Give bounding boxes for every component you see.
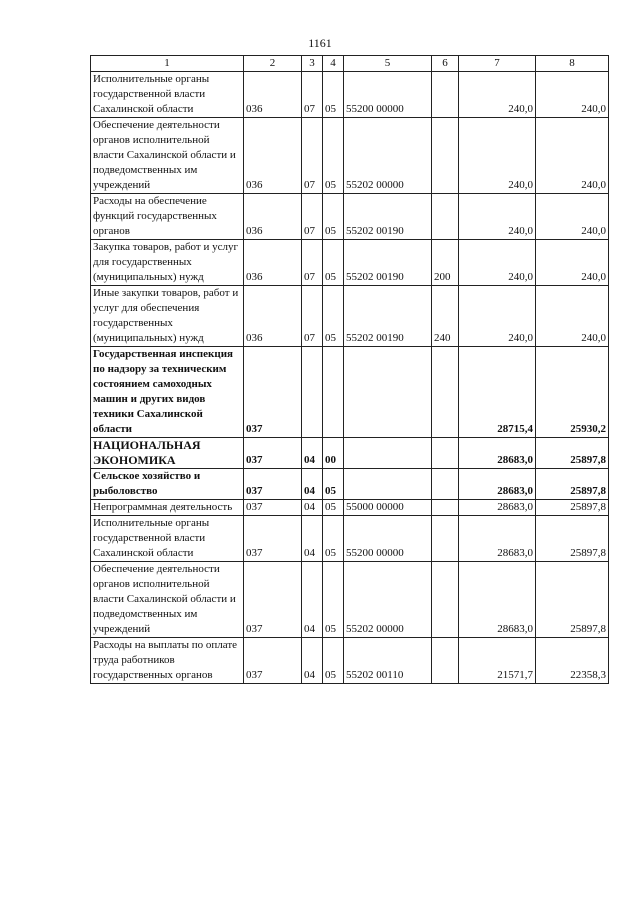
row-subsection-cell: 00 — [323, 438, 344, 469]
row-amount-col8-cell: 240,0 — [536, 240, 609, 286]
row-expense-type-cell — [432, 469, 459, 500]
column-header-7: 7 — [459, 56, 536, 72]
row-expense-type-cell — [432, 72, 459, 118]
row-admin-code-cell: 037 — [244, 469, 302, 500]
row-amount-col8-cell: 25897,8 — [536, 516, 609, 562]
row-section-cell — [302, 347, 323, 438]
table-row — [91, 500, 609, 516]
table-row — [91, 286, 609, 347]
row-section-cell: 07 — [302, 118, 323, 194]
row-admin-code-cell: 037 — [244, 516, 302, 562]
row-admin-code-cell: 037 — [244, 438, 302, 469]
column-header-8: 8 — [536, 56, 609, 72]
row-subsection-cell: 05 — [323, 72, 344, 118]
row-amount-col7-cell: 21571,7 — [459, 638, 536, 684]
row-amount-col8-cell: 240,0 — [536, 118, 609, 194]
row-admin-code-cell: 037 — [244, 500, 302, 516]
row-name-cell: Обеспечение деятельности органов исполнительной власти Сахалинской области и подведомственных им учреждений — [91, 118, 244, 194]
row-amount-col8-cell: 22358,3 — [536, 638, 609, 684]
row-section-cell: 04 — [302, 562, 323, 638]
row-amount-col8-cell: 240,0 — [536, 72, 609, 118]
row-expense-type-cell — [432, 194, 459, 240]
table-row — [91, 438, 609, 469]
row-expense-type-cell — [432, 438, 459, 469]
row-target-article-cell: 55202 00190 — [344, 286, 432, 347]
row-target-article-cell: 55200 00000 — [344, 516, 432, 562]
table-row — [91, 118, 609, 194]
row-target-article-cell: 55202 00190 — [344, 240, 432, 286]
row-amount-col7-cell: 240,0 — [459, 72, 536, 118]
column-number-row — [91, 56, 609, 72]
row-admin-code-cell: 036 — [244, 286, 302, 347]
row-subsection-cell: 05 — [323, 562, 344, 638]
row-name-cell: Сельское хозяйство и рыболовство — [91, 469, 244, 500]
row-subsection-cell: 05 — [323, 516, 344, 562]
row-name-cell: Государственная инспекция по надзору за техническим состоянием самоходных машин и других видов техники Сахалинской области — [91, 347, 244, 438]
row-target-article-cell: 55202 00000 — [344, 562, 432, 638]
row-amount-col8-cell: 25897,8 — [536, 438, 609, 469]
table-row — [91, 347, 609, 438]
row-admin-code-cell: 037 — [244, 347, 302, 438]
row-subsection-cell: 05 — [323, 118, 344, 194]
row-target-article-cell — [344, 469, 432, 500]
table-row — [91, 469, 609, 500]
row-section-cell: 04 — [302, 516, 323, 562]
row-amount-col7-cell: 240,0 — [459, 118, 536, 194]
row-section-cell: 07 — [302, 72, 323, 118]
row-target-article-cell: 55202 00110 — [344, 638, 432, 684]
row-amount-col7-cell: 28683,0 — [459, 469, 536, 500]
row-amount-col8-cell: 25897,8 — [536, 500, 609, 516]
table-row — [91, 72, 609, 118]
row-section-cell: 07 — [302, 286, 323, 347]
row-subsection-cell — [323, 347, 344, 438]
row-admin-code-cell: 037 — [244, 562, 302, 638]
row-amount-col7-cell: 28683,0 — [459, 438, 536, 469]
row-expense-type-cell — [432, 500, 459, 516]
row-name-cell: Обеспечение деятельности органов исполнительной власти Сахалинской области и подведомственных им учреждений — [91, 562, 244, 638]
row-amount-col7-cell: 240,0 — [459, 240, 536, 286]
row-subsection-cell: 05 — [323, 286, 344, 347]
row-section-cell: 04 — [302, 469, 323, 500]
row-amount-col8-cell: 240,0 — [536, 286, 609, 347]
budget-table — [90, 55, 609, 684]
row-name-cell: Расходы на обеспечение функций государственных органов — [91, 194, 244, 240]
table-row — [91, 240, 609, 286]
table-row — [91, 638, 609, 684]
row-subsection-cell: 05 — [323, 469, 344, 500]
row-target-article-cell — [344, 347, 432, 438]
table-body — [91, 72, 609, 684]
row-admin-code-cell: 037 — [244, 638, 302, 684]
row-name-cell: Исполнительные органы государственной власти Сахалинской области — [91, 516, 244, 562]
row-subsection-cell: 05 — [323, 500, 344, 516]
row-name-cell: Закупка товаров, работ и услуг для государственных (муниципальных) нужд — [91, 240, 244, 286]
row-subsection-cell: 05 — [323, 638, 344, 684]
row-target-article-cell: 55000 00000 — [344, 500, 432, 516]
row-target-article-cell: 55202 00000 — [344, 118, 432, 194]
row-target-article-cell: 55202 00190 — [344, 194, 432, 240]
column-header-4: 4 — [323, 56, 344, 72]
row-amount-col7-cell: 240,0 — [459, 194, 536, 240]
table-row — [91, 194, 609, 240]
row-name-cell: Расходы на выплаты по оплате труда работников государственных органов — [91, 638, 244, 684]
row-amount-col7-cell: 28683,0 — [459, 562, 536, 638]
row-expense-type-cell — [432, 516, 459, 562]
row-subsection-cell: 05 — [323, 194, 344, 240]
row-name-cell: Непрограммная деятельность — [91, 500, 244, 516]
row-amount-col7-cell: 28683,0 — [459, 516, 536, 562]
row-subsection-cell: 05 — [323, 240, 344, 286]
row-expense-type-cell — [432, 562, 459, 638]
row-name-cell: Исполнительные органы государственной власти Сахалинской области — [91, 72, 244, 118]
row-name-cell: НАЦИОНАЛЬНАЯ ЭКОНОМИКА — [91, 438, 244, 469]
row-amount-col8-cell: 25930,2 — [536, 347, 609, 438]
row-admin-code-cell: 036 — [244, 194, 302, 240]
row-admin-code-cell: 036 — [244, 240, 302, 286]
column-header-5: 5 — [344, 56, 432, 72]
row-target-article-cell — [344, 438, 432, 469]
row-expense-type-cell: 240 — [432, 286, 459, 347]
row-amount-col7-cell: 240,0 — [459, 286, 536, 347]
row-amount-col7-cell: 28715,4 — [459, 347, 536, 438]
row-amount-col8-cell: 25897,8 — [536, 469, 609, 500]
row-amount-col7-cell: 28683,0 — [459, 500, 536, 516]
row-expense-type-cell — [432, 347, 459, 438]
row-admin-code-cell: 036 — [244, 118, 302, 194]
row-amount-col8-cell: 25897,8 — [536, 562, 609, 638]
row-target-article-cell: 55200 00000 — [344, 72, 432, 118]
column-header-2: 2 — [244, 56, 302, 72]
column-header-6: 6 — [432, 56, 459, 72]
column-header-1: 1 — [91, 56, 244, 72]
page-number: 1161 — [308, 36, 332, 50]
row-section-cell: 07 — [302, 194, 323, 240]
row-admin-code-cell: 036 — [244, 72, 302, 118]
row-section-cell: 07 — [302, 240, 323, 286]
table-row — [91, 516, 609, 562]
column-header-3: 3 — [302, 56, 323, 72]
table-row — [91, 562, 609, 638]
row-name-cell: Иные закупки товаров, работ и услуг для обеспечения государственных (муниципальных) нужд — [91, 286, 244, 347]
row-section-cell: 04 — [302, 638, 323, 684]
row-expense-type-cell: 200 — [432, 240, 459, 286]
row-section-cell: 04 — [302, 500, 323, 516]
row-expense-type-cell — [432, 118, 459, 194]
row-section-cell: 04 — [302, 438, 323, 469]
row-expense-type-cell — [432, 638, 459, 684]
row-amount-col8-cell: 240,0 — [536, 194, 609, 240]
